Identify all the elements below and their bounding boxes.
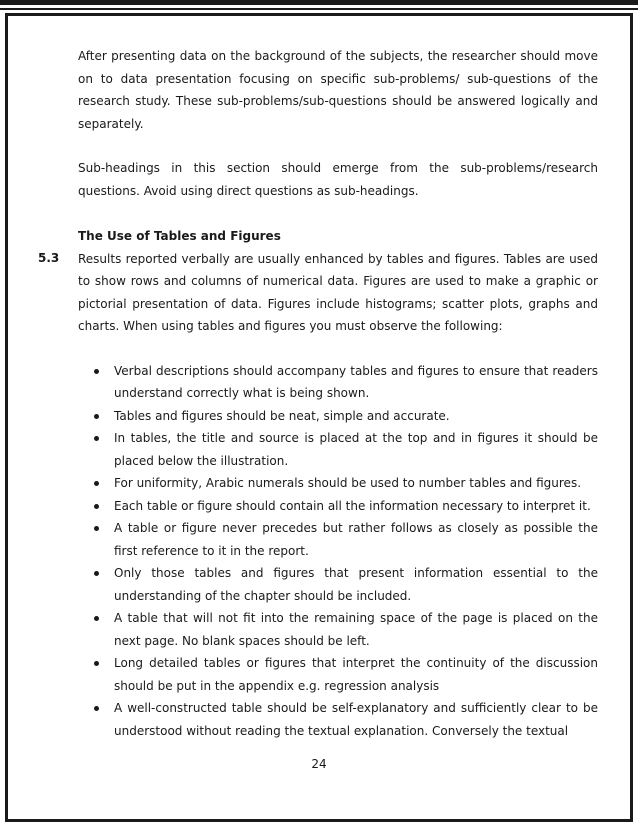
bullet-icon (94, 436, 99, 441)
list-item: Long detailed tables or figures that interpret the continuity of the discussion should be put in the appendix e.g. regression analysis (78, 652, 598, 697)
list-item: A well-constructed table should be self-explanatory and sufficiently clear to be understood without reading the textual explanation. Conversely the textual (78, 697, 598, 742)
page-top-rule-thin (0, 8, 638, 10)
section-paragraph: Results reported verbally are usually enhanced by tables and figures. Tables are used to show rows and columns of numerical data. Figures are used to make a graphic or pictorial presentation of data. Figures include histograms; scatter plots, graphs and charts. When using tables and figures you must observe the following: (78, 251, 598, 333)
list-item: A table that will not fit into the remaining space of the page is placed on the next page. No blank spaces should be left. (78, 607, 598, 652)
list-item: Only those tables and figures that present information essential to the understanding of the chapter should be included. (78, 562, 598, 607)
bullet-icon (94, 706, 99, 711)
guideline-list (78, 360, 598, 743)
page-body (78, 45, 598, 742)
intro-paragraph: After presenting data on the background of the subjects, the researcher should move on to data presentation focusing on specific sub-problems/ sub-questions of the research study. These sub-problems/sub-questions should be answered logically and separately. (78, 49, 598, 131)
bullet-icon (94, 616, 99, 621)
list-item: Verbal descriptions should accompany tables and figures to ensure that readers understand correctly what is being shown. (78, 360, 598, 405)
list-item: In tables, the title and source is placed at the top and in figures it should be placed below the illustration. (78, 427, 598, 472)
page-number: 24 (311, 757, 327, 771)
bullet-icon (94, 481, 99, 486)
bullet-icon (94, 369, 99, 374)
bullet-icon (94, 526, 99, 531)
section-number: 5.3 (38, 251, 60, 265)
bullet-icon (94, 504, 99, 509)
subheading-paragraph: Sub-headings in this section should emerge from the sub-problems/research questions. Avoid using direct questions as sub-headings. (78, 161, 598, 198)
bullet-icon (94, 571, 99, 576)
section-title: The Use of Tables and Figures (78, 229, 281, 243)
list-item: Tables and figures should be neat, simple and accurate. (78, 405, 598, 428)
list-item: Each table or figure should contain all the information necessary to interpret it. (78, 495, 598, 518)
list-item: A table or figure never precedes but rather follows as closely as possible the first reference to it in the report. (78, 517, 598, 562)
page-top-rule-thick (0, 0, 638, 5)
list-item: For uniformity, Arabic numerals should be used to number tables and figures. (78, 472, 598, 495)
bullet-icon (94, 661, 99, 666)
bullet-icon (94, 414, 99, 419)
